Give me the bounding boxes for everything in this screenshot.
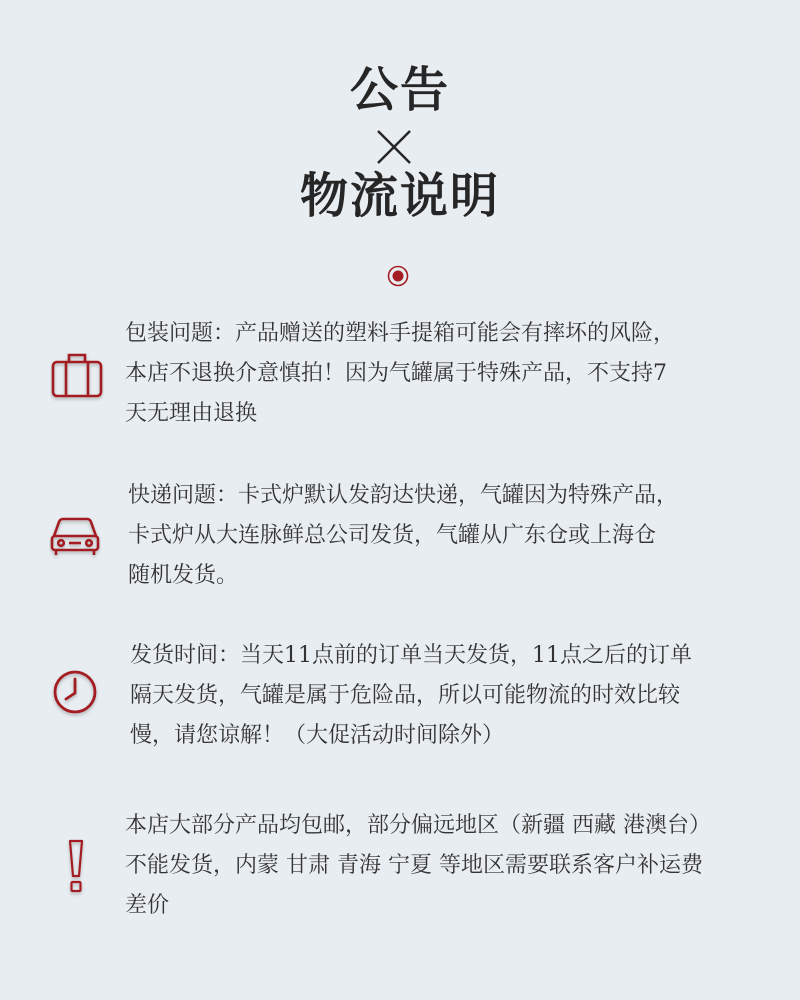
section-shipping-time-text [130, 636, 745, 756]
text-line: 隔天发货，气罐是属于危险品，所以可能物流的时效比较 [130, 683, 681, 708]
text-line: 慢，请您谅解！（大促活动时间除外） [130, 723, 505, 748]
title-logistics: 物流说明 [299, 168, 500, 224]
luggage-icon [50, 350, 104, 404]
text-line: 天无理由退换 [125, 401, 258, 426]
target-dot-icon [387, 265, 409, 287]
title-announcement: 公告 [349, 62, 450, 118]
clock-icon [50, 668, 100, 718]
cross-icon [375, 128, 413, 166]
text-line: 卡式炉从大连脉鲜总公司发货，气罐从广东仓或上海仓 [128, 523, 657, 548]
text-line: 本店大部分产品均包邮，部分偏远地区（新疆 西藏 港澳台） [125, 813, 711, 838]
text-line: 不能发货，内蒙 甘肃 青海 宁夏 等地区需要联系客户补运费 [125, 853, 703, 878]
text-line: 发货时间：当天11点前的订单当天发货，11点之后的订单 [130, 643, 692, 668]
text-line: 快递问题：卡式炉默认发韵达快递，气罐因为特殊产品， [128, 483, 679, 508]
text-line: 本店不退换介意慎拍！因为气罐属于特殊产品，不支持7 [125, 361, 667, 386]
text-line: 包装问题：产品赠送的塑料手提箱可能会有摔坏的风险， [125, 321, 676, 346]
text-line: 随机发货。 [128, 563, 239, 588]
text-line: 差价 [125, 893, 170, 918]
car-icon [49, 514, 101, 560]
section-delivery-text [128, 476, 743, 596]
section-shipping-regions-text [125, 806, 740, 926]
section-packaging-text [125, 314, 740, 434]
exclamation-icon [64, 838, 88, 898]
